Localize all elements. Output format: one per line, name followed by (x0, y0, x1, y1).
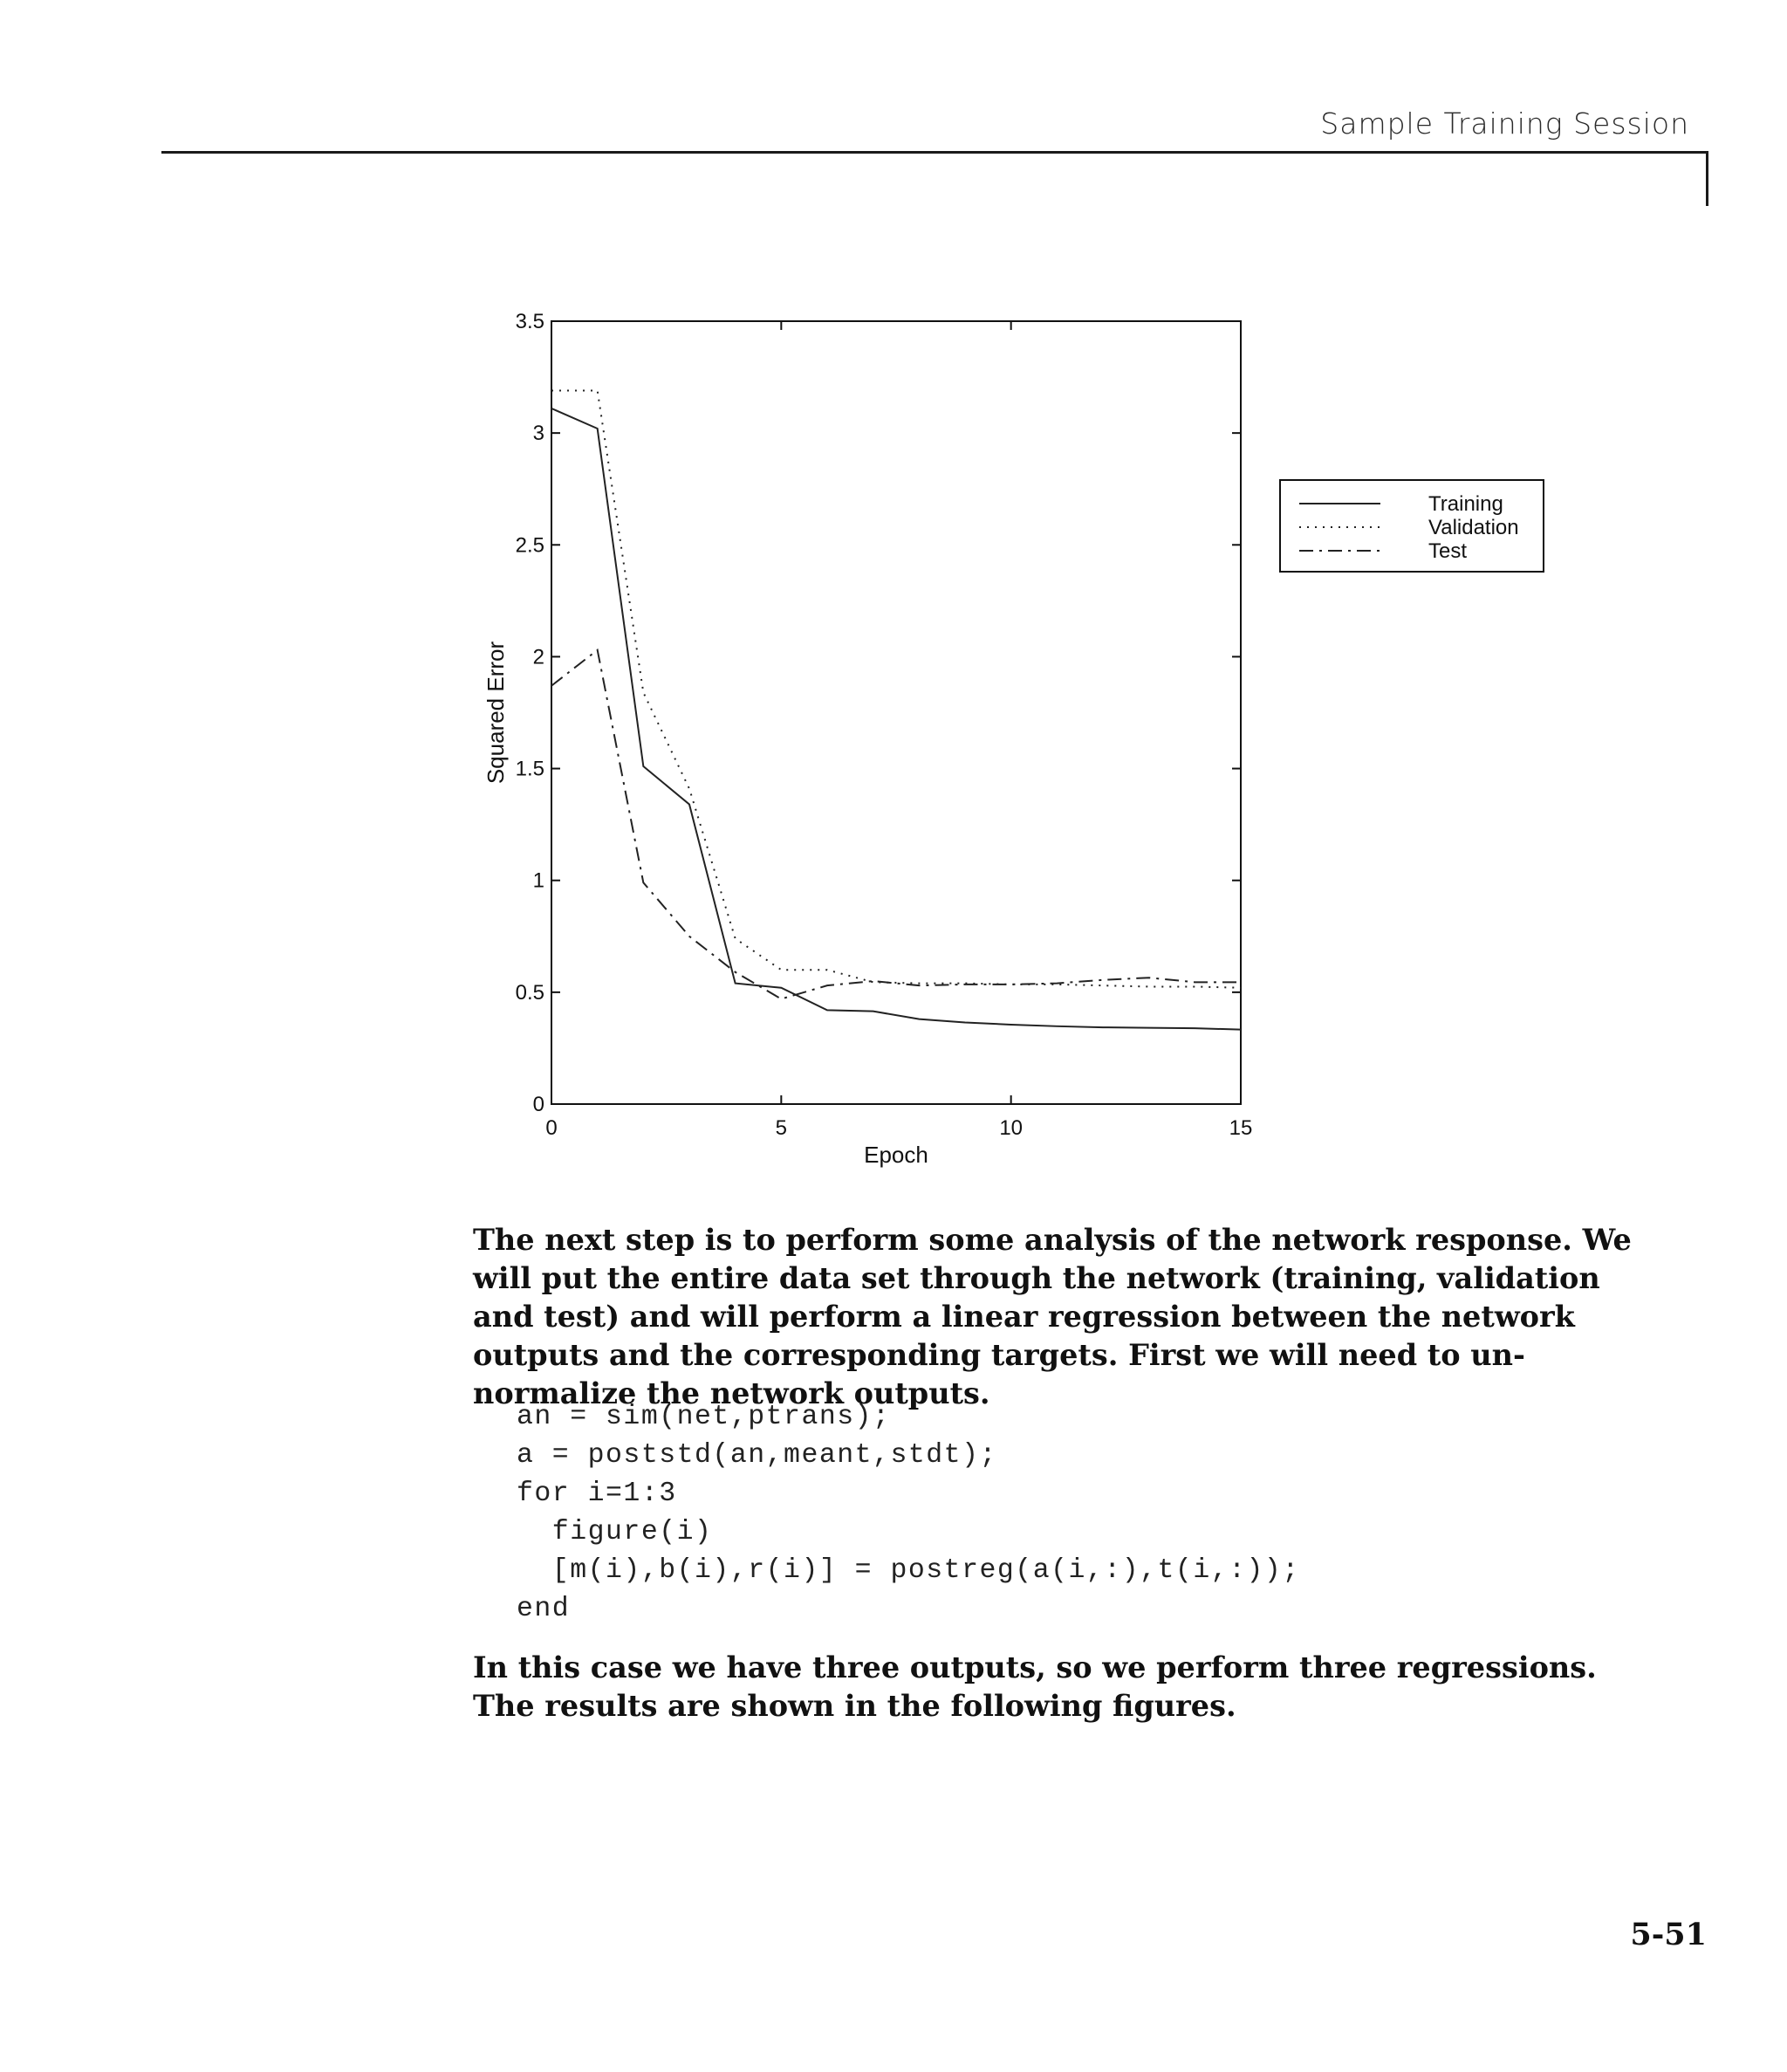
series-line-training (551, 408, 1241, 1030)
legend-label-validation: Validation (1428, 516, 1519, 539)
series-line-validation (551, 390, 1241, 987)
body-paragraph-results: In this case we have three outputs, so we perform three regressions. The results are shown in the following figures. (473, 1650, 1597, 1723)
x-tick-label: 0 (545, 1116, 558, 1140)
y-tick-label: 0 (532, 1093, 544, 1116)
x-tick-label: 15 (1229, 1116, 1253, 1140)
y-tick-label: 2.5 (515, 533, 544, 558)
x-tick-label: 10 (999, 1116, 1024, 1140)
body-paragraph-intro: The next step is to perform some analysis of the network response. We will put the entire data set through the network (training, validation and test) and will perform a linear regression between the network outputs and the corresponding targets. First we will need to un-normalize the network outputs. (473, 1223, 1632, 1410)
running-header-title: Sample Training Session (1320, 106, 1689, 141)
page-number: 5-51 (1630, 1917, 1707, 1952)
y-tick-label: 2 (532, 645, 544, 669)
code-line: figure(i) (517, 1517, 713, 1547)
y-tick-label: 3.5 (515, 310, 544, 333)
series-line-test (551, 650, 1241, 999)
legend-label-training: Training (1428, 492, 1503, 516)
code-line: end (517, 1594, 571, 1624)
y-tick-label: 3 (532, 422, 544, 446)
code-line: [m(i),b(i),r(i)] = postreg(a(i,:),t(i,:)); (517, 1555, 1300, 1586)
y-tick-label: 0.5 (515, 980, 544, 1005)
code-line: a = poststd(an,meant,stdt); (517, 1440, 997, 1471)
y-axis-label: Squared Error (483, 641, 509, 785)
y-tick-label: 1.5 (515, 757, 544, 781)
x-axis-label: Epoch (864, 1142, 928, 1168)
code-line: an = sim(net,ptrans); (517, 1402, 891, 1432)
code-listing (517, 1398, 1300, 1629)
x-tick-label: 5 (775, 1116, 788, 1140)
legend-label-test: Test (1428, 539, 1468, 563)
code-line: for i=1:3 (517, 1479, 677, 1509)
y-tick-label: 1 (532, 868, 544, 893)
plot-frame (551, 321, 1241, 1104)
